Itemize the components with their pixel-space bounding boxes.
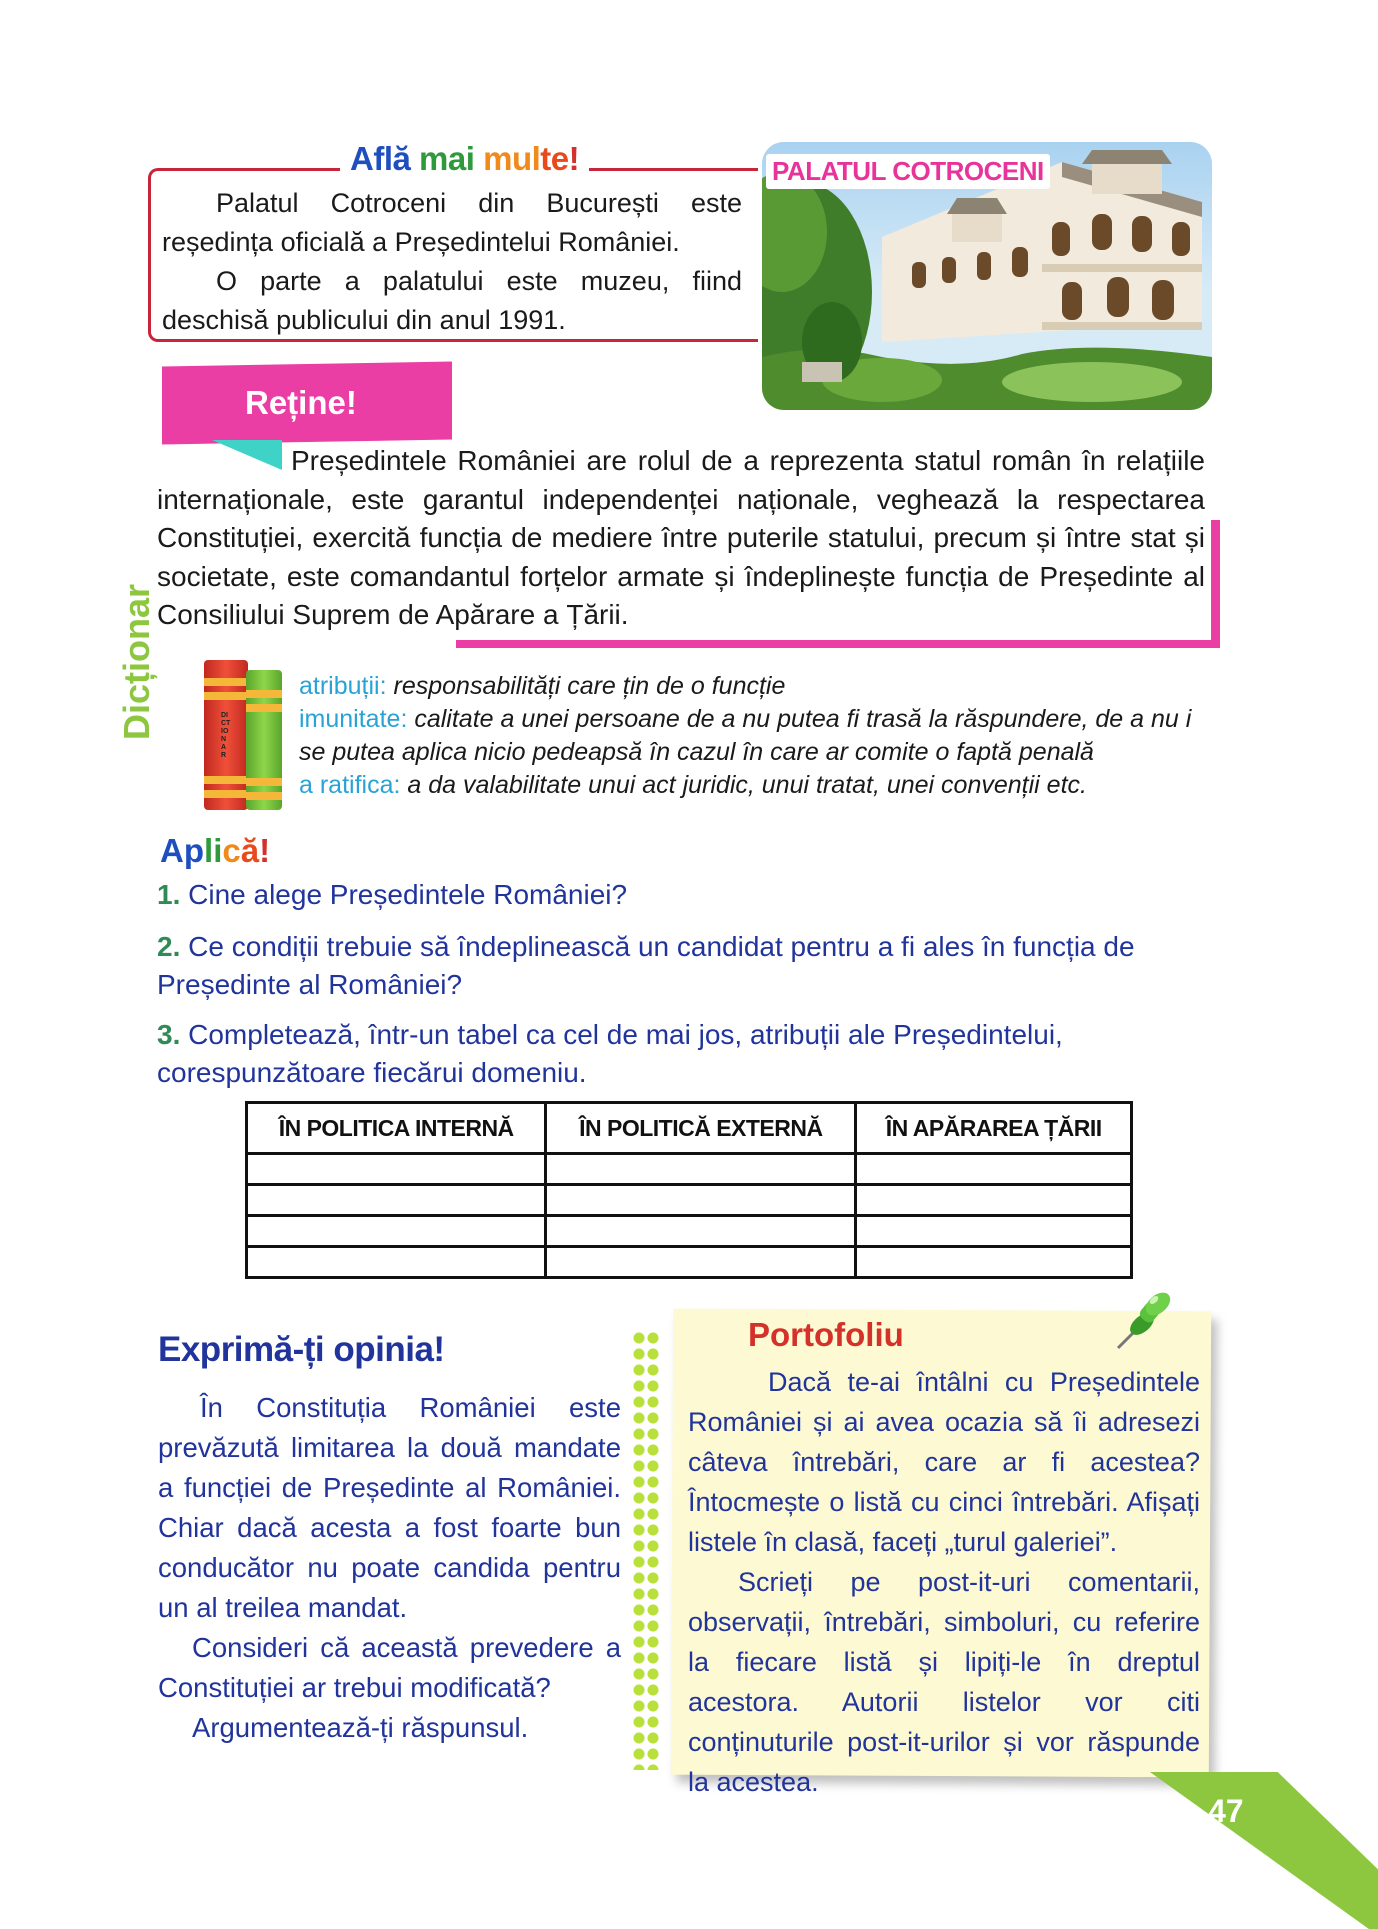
exprima-paragraph-3: Argumentează-ți răspunsul. xyxy=(192,1712,529,1743)
portofoliu-title: Portofoliu xyxy=(748,1316,904,1353)
dict-entry xyxy=(299,670,1219,703)
table-row xyxy=(247,1154,1132,1185)
table-header-internal: ÎN POLITICA INTERNĂ xyxy=(247,1103,546,1154)
question-number: 2. xyxy=(157,931,181,962)
title-letter: l xyxy=(204,832,214,869)
exprima-opinia-title: Exprimă-ți opinia! xyxy=(158,1330,445,1369)
dict-term: imunitate: xyxy=(299,705,408,733)
table-cell[interactable] xyxy=(546,1154,856,1185)
title-letter: l xyxy=(383,140,393,177)
table-cell[interactable] xyxy=(856,1154,1132,1185)
page-number: 47 xyxy=(1208,1793,1244,1829)
dict-entry xyxy=(299,769,1219,802)
question-1 xyxy=(157,876,1222,914)
page-corner-decoration xyxy=(1150,1772,1378,1929)
dictionar-entries xyxy=(299,670,1219,802)
question-text: Completează, într-un tabel ca cel de mai jos, atribuții ale Președintelui, corespunzătoare fiecărui domeniu. xyxy=(157,1019,1063,1088)
exprima-paragraph-1: În Constituția României este prevăzută limitarea la două mandate a funcției de Președinte al României. Chiar dacă acesta a fost foarte bun conducător nu poate candida pentru un al treilea mandat. xyxy=(158,1392,621,1623)
dict-term: atribuții: xyxy=(299,672,387,700)
dict-def: responsabilități care țin de o funcție xyxy=(393,672,786,700)
table-cell[interactable] xyxy=(856,1216,1132,1247)
title-letter: ă xyxy=(392,140,411,177)
aplica-title xyxy=(160,832,270,870)
title-letter xyxy=(410,140,419,178)
table-row xyxy=(247,1185,1132,1216)
palace-photo-label: PALATUL COTROCENI xyxy=(766,154,1050,189)
table-cell[interactable] xyxy=(247,1247,546,1278)
title-letter: ă xyxy=(240,832,260,869)
table-header-defense: ÎN APĂRAREA ȚĂRII xyxy=(856,1103,1132,1154)
title-letter: c xyxy=(222,832,241,869)
exprima-paragraph-2: Consideri că această prevedere a Constituției ar trebui modificată? xyxy=(158,1632,621,1703)
table-row xyxy=(247,1247,1132,1278)
portofoliu-text xyxy=(688,1362,1200,1802)
retine-frame-vertical xyxy=(1211,520,1220,648)
title-letter xyxy=(474,140,483,178)
second-book-icon xyxy=(246,670,282,810)
table-cell[interactable] xyxy=(546,1247,856,1278)
title-letter: m xyxy=(483,140,512,177)
title-letter: i xyxy=(213,832,223,869)
title-letter: m xyxy=(419,140,448,177)
title-letter: i xyxy=(465,140,475,177)
afla-mai-multe-text xyxy=(162,184,742,340)
retine-title: Reține! xyxy=(245,384,357,421)
question-number: 1. xyxy=(157,879,181,910)
dictionary-book-icon xyxy=(204,660,248,810)
dict-def: calitate a unei persoane de a nu putea fi trasă la răspundere, de a nu i se putea aplica nicio pedeapsă în cazul în care ar comite o faptă penală xyxy=(299,705,1192,766)
title-letter: f xyxy=(373,140,384,177)
table-cell[interactable] xyxy=(856,1185,1132,1216)
table-cell[interactable] xyxy=(247,1216,546,1247)
title-letter: p xyxy=(183,832,205,869)
question-2 xyxy=(157,928,1222,1004)
dict-entry xyxy=(299,703,1219,769)
question-3 xyxy=(157,1016,1222,1092)
question-number: 3. xyxy=(157,1019,181,1050)
question-text: Ce condiții trebuie să îndeplinească un candidat pentru a fi ales în funcția de Președinte al României? xyxy=(157,931,1135,1000)
retine-frame-horizontal xyxy=(456,640,1220,648)
title-letter: ! xyxy=(259,832,271,869)
title-letter: t xyxy=(540,140,551,177)
table-cell[interactable] xyxy=(546,1185,856,1216)
title-letter: A xyxy=(350,140,374,177)
table-row xyxy=(247,1216,1132,1247)
afla-paragraph-2: O parte a palatului este muzeu, fiind deschisă publicului din anul 1991. xyxy=(162,266,742,335)
table-cell[interactable] xyxy=(247,1154,546,1185)
title-letter: l xyxy=(531,140,541,177)
title-letter: A xyxy=(160,832,184,869)
table-cell[interactable] xyxy=(856,1247,1132,1278)
portofoliu-paragraph-2: Scrieți pe post-it-uri comentarii, observații, întrebări, simboluri, cu referire la fiecare listă și lipiți-le în dreptul acestora. Autorii listelor vor citi conținuturile post-it-urilor și vor răspunde la acestea. xyxy=(688,1567,1200,1797)
table-header-external: ÎN POLITICĂ EXTERNĂ xyxy=(546,1103,856,1154)
title-letter: u xyxy=(511,140,532,177)
dict-def: a da valabilitate unui act juridic, unui tratat, unei convenții etc. xyxy=(407,771,1087,799)
push-pin-icon xyxy=(1108,1288,1178,1358)
title-letter: a xyxy=(447,140,466,177)
portofoliu-paragraph-1: Dacă te-ai întâlni cu Președintele României și ai avea ocazia să îi adresezi câteva întrebări, care ar fi acestea? Întocmește o listă cu cinci întrebări. Afișați listele în clasă, faceți „turul galeriei”. xyxy=(688,1367,1200,1557)
attributions-table xyxy=(245,1101,1133,1279)
dotted-separator xyxy=(632,1330,660,1770)
title-letter: e xyxy=(550,140,569,177)
dictionar-label: Dicționar xyxy=(116,583,157,740)
retine-paragraph: Președintele României are rolul de a reprezenta statul român în relațiile internaționale, este garantul independenței naționale, veghează la respectarea Constituției, exercită funcția de mediere între puterile statului, precum și între stat și societate, este comandantul forțelor armate și îndeplinește funcția de Președinte al Consiliului Suprem de Apărare a Țării. xyxy=(157,445,1205,630)
afla-paragraph-1: Palatul Cotroceni din București este reședința oficială a Președintelui României. xyxy=(162,188,742,257)
exprima-opinia-text xyxy=(158,1388,621,1748)
afla-mai-multe-title xyxy=(340,140,589,178)
book-spine-text: DICTIONAR xyxy=(221,712,231,759)
title-letter: ! xyxy=(568,140,580,177)
table-cell[interactable] xyxy=(546,1216,856,1247)
table-cell[interactable] xyxy=(247,1185,546,1216)
question-text: Cine alege Președintele României? xyxy=(188,879,628,910)
retine-text xyxy=(157,442,1205,635)
table-header-row xyxy=(247,1103,1132,1154)
dict-term: a ratifica: xyxy=(299,771,401,799)
